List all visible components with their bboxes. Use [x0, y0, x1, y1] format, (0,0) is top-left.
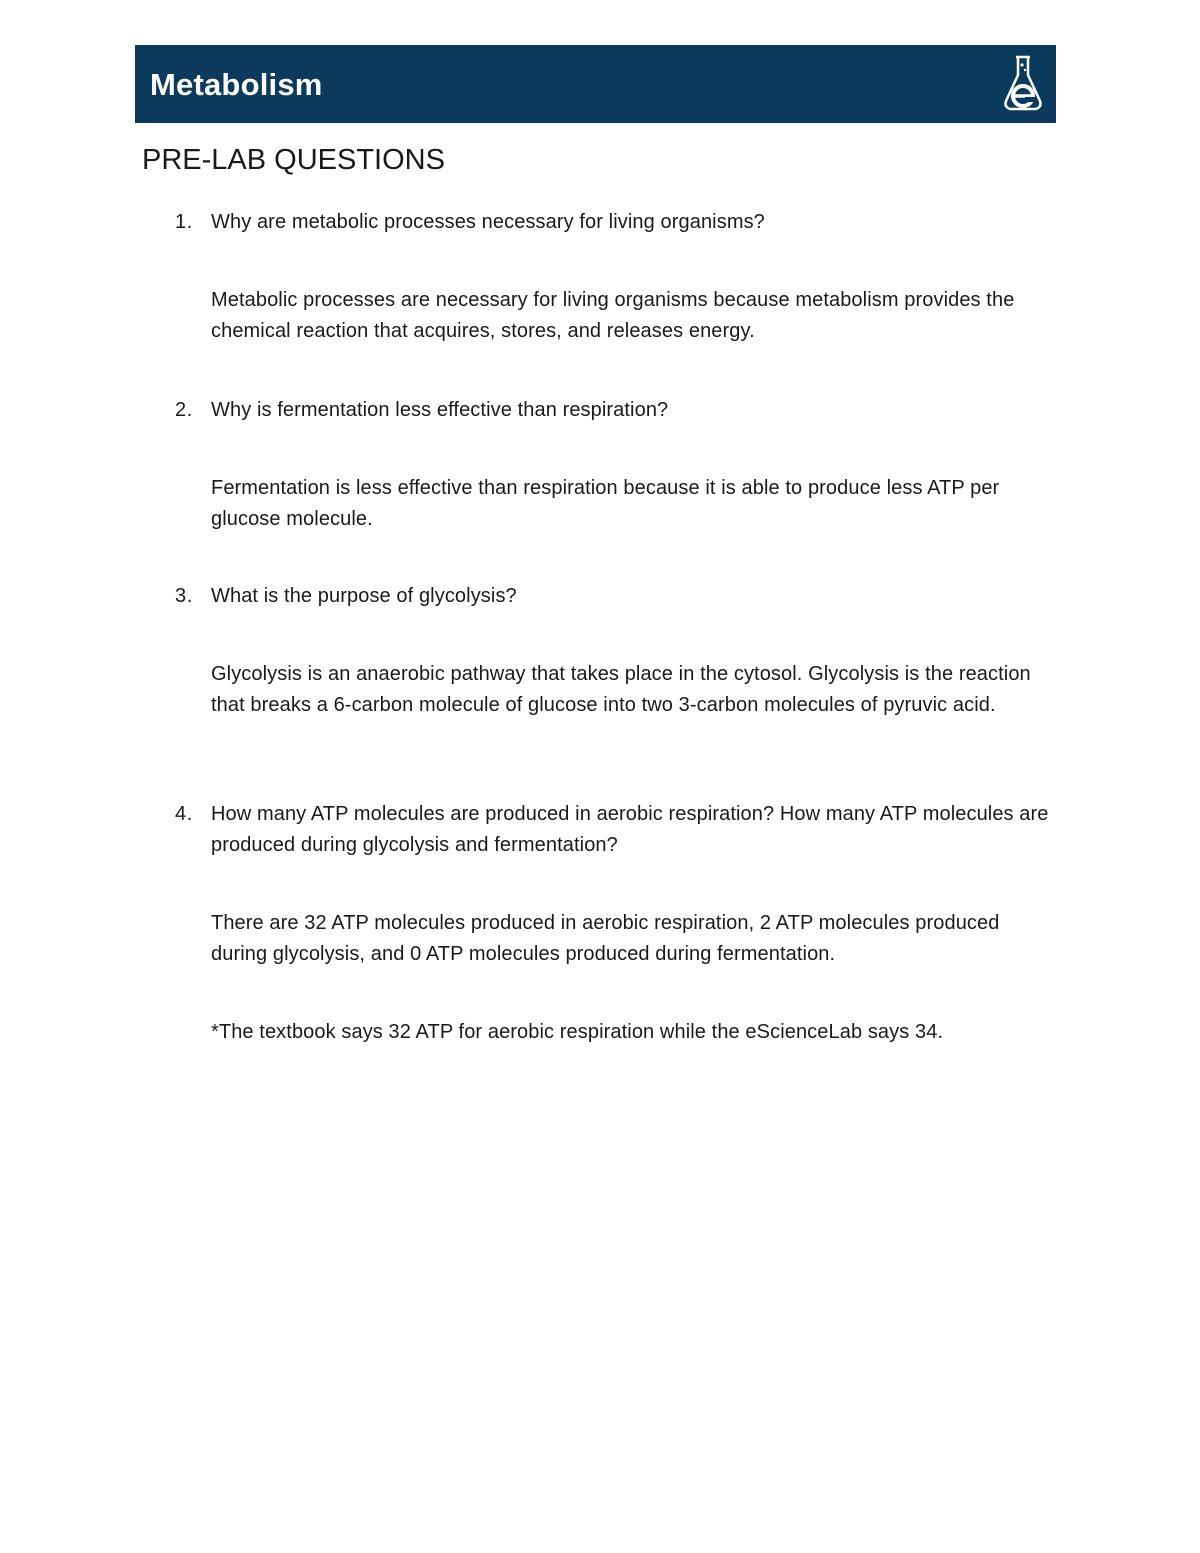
answer-text: Fermentation is less effective than respiration because it is able to produce less ATP per glucose molecule. [211, 477, 1000, 530]
question-number: 1. [175, 211, 193, 233]
question-text: How many ATP molecules are produced in aerobic respiration? How many ATP molecules are produced during glycolysis and fermentation? [211, 803, 1049, 856]
question-text: Why is fermentation less effective than respiration? [211, 399, 669, 421]
answer-text: Metabolic processes are necessary for living organisms because metabolism provides the chemical reaction that acquires, stores, and releases energy. [211, 289, 1015, 342]
answer-text: There are 32 ATP molecules produced in aerobic respiration, 2 ATP molecules produced during glycolysis, and 0 ATP molecules produced during fermentation. [211, 912, 1000, 965]
header-bar [135, 45, 1056, 123]
answer-text: Glycolysis is an anaerobic pathway that takes place in the cytosol. Glycolysis is the reaction that breaks a 6-carbon molecule of glucose into two 3-carbon molecules of pyruvic acid. [211, 663, 1031, 716]
page-title: Metabolism [150, 67, 323, 102]
question-number: 2. [175, 399, 193, 421]
footnote-text: *The textbook says 32 ATP for aerobic respiration while the eScienceLab says 34. [211, 1021, 944, 1043]
flask-e-logo-icon [998, 51, 1048, 115]
section-title: PRE-LAB QUESTIONS [142, 144, 445, 176]
question-number: 3. [175, 585, 193, 607]
question-text: What is the purpose of glycolysis? [211, 585, 517, 607]
question-text: Why are metabolic processes necessary for living organisms? [211, 211, 765, 233]
question-number: 4. [175, 803, 193, 825]
